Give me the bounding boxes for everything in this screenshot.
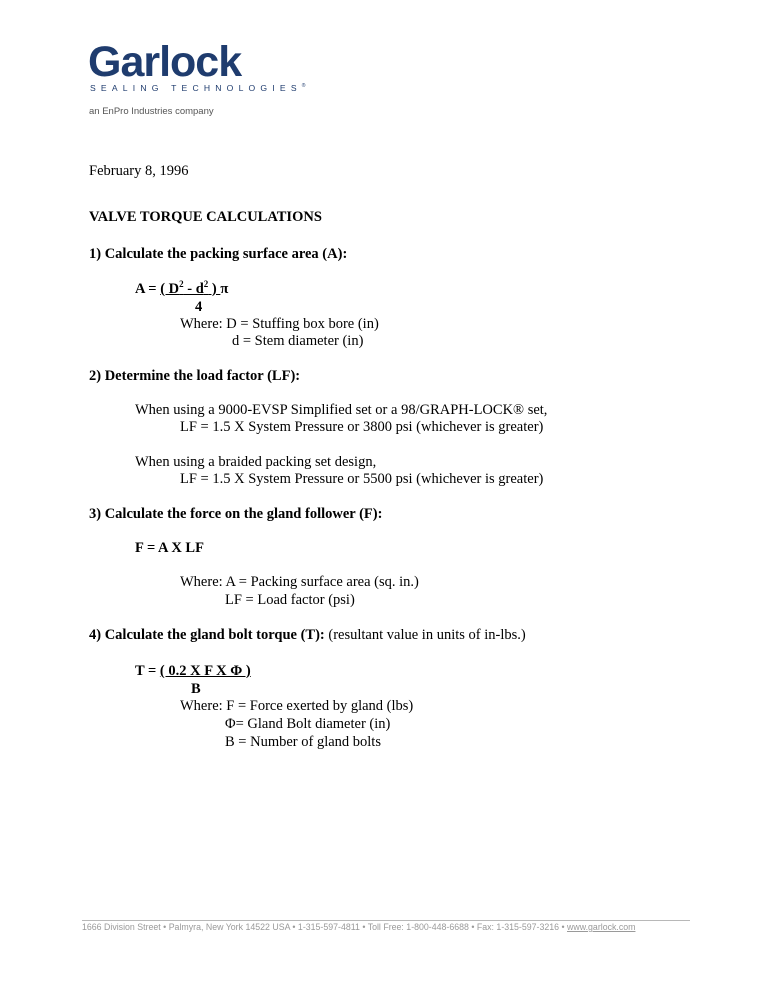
torque-formula-denominator: B [191,681,201,697]
load-case-1-line-2: LF = 1.5 X System Pressure or 3800 psi (whichever is greater) [180,419,544,435]
area-formula [135,281,228,298]
load-case-2-line-1: When using a braided packing set design, [135,454,377,470]
area-formula-numerator [160,281,220,297]
website-link[interactable]: www.garlock.com [567,922,636,932]
logo-tagline [90,84,305,93]
numerator-part-a: ( D [160,281,180,297]
step2-heading: 2) Determine the load factor (LF): [89,368,301,384]
company-logo: Garlock [88,38,242,86]
area-formula-denominator: 4 [195,299,203,315]
step1-heading: 1) Calculate the packing surface area (A): [89,246,348,262]
step3-heading: 3) Calculate the force on the gland follower (F): [89,506,383,522]
document-title: VALVE TORQUE CALCULATIONS [89,209,322,225]
force-where-line-2: LF = Load factor (psi) [225,592,355,608]
parent-company-text: an EnPro Industries company [89,106,214,117]
load-case-1-line-1: When using a 9000-EVSP Simplified set or a 98/GRAPH-LOCK® set, [135,402,548,418]
load-case-2-line-2: LF = 1.5 X System Pressure or 5500 psi (whichever is greater) [180,471,544,487]
force-where-line-1: Where: A = Packing surface area (sq. in.) [180,574,419,590]
step4-heading: 4) Calculate the gland bolt torque (T): [89,627,325,643]
footer-contact [82,922,635,932]
area-where-line-2: d = Stem diameter (in) [232,333,364,349]
torque-formula [135,663,251,680]
numerator-part-b: - d [183,281,204,297]
step4-units-note: (resultant value in units of in-lbs.) [328,627,526,643]
exponent-2: 2 [203,279,209,290]
torque-formula-numerator: ( 0.2 X F X Φ ) [159,663,251,679]
torque-where-line-2: Φ= Gland Bolt diameter (in) [225,716,391,732]
numerator-part-c: ) [208,281,221,297]
footer-divider [82,920,690,921]
step4-heading-row [89,627,526,644]
registered-mark: ® [301,83,306,90]
logo-tagline-text: SEALING TECHNOLOGIES [90,83,302,93]
area-where-line-1: Where: D = Stuffing box bore (in) [180,316,379,332]
footer-address: 1666 Division Street • Palmyra, New York 14522 USA • 1-315-597-4811 • Toll Free: 1-800-448-6688 • Fax: 1-315-597-3216 • [82,922,568,932]
exponent-1: 2 [179,279,184,290]
pi-symbol: π [220,281,229,297]
letter-date: February 8, 1996 [89,163,189,179]
torque-where-line-3: B = Number of gland bolts [225,734,381,750]
torque-formula-lhs: T = [135,663,160,679]
force-formula: F = A X LF [135,540,204,556]
torque-where-line-1: Where: F = Force exerted by gland (lbs) [180,698,414,714]
area-formula-lhs: A = [135,281,161,297]
